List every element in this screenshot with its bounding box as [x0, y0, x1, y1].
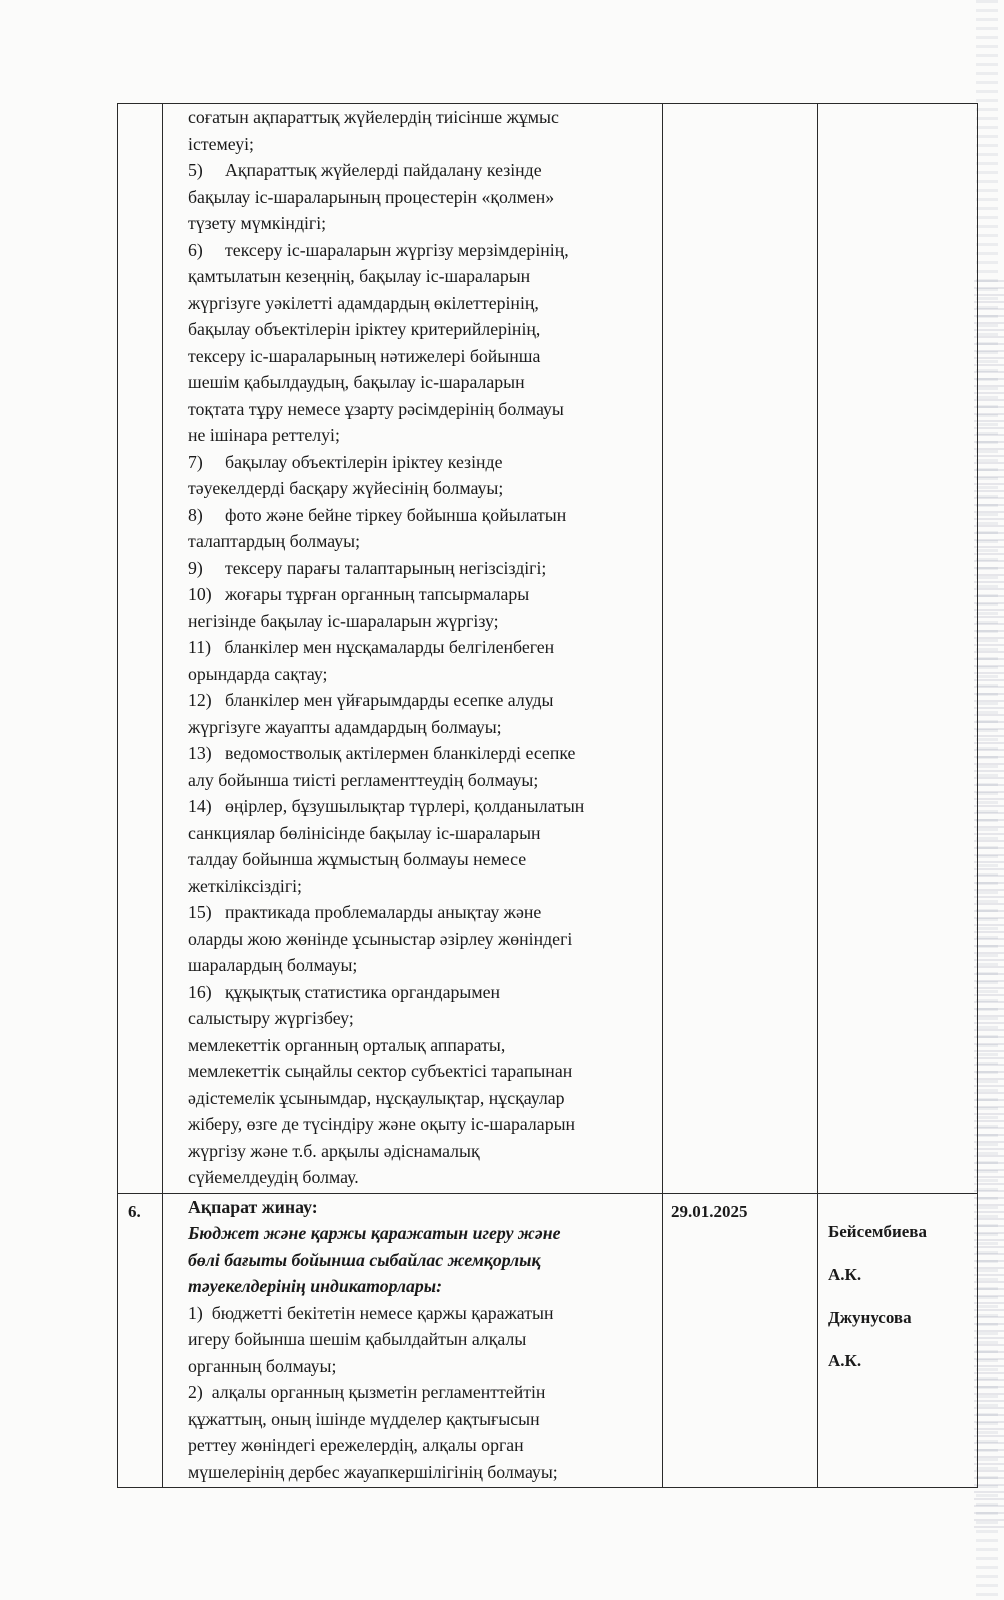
text-line: жеткіліксіздігі; [188, 875, 302, 896]
text-line: мемлекеттік органның орталық аппараты, [188, 1034, 506, 1055]
scan-edge-artifact [974, 280, 1004, 1530]
responsible-name: А.К. [828, 1264, 862, 1284]
text-line: 2) алқалы органның қызметін регламенттейтін [188, 1382, 546, 1402]
text-line: оларды жою жөнінде ұсыныстар әзірлеу жөніндегі [188, 928, 573, 949]
responsible-cell [818, 104, 978, 1194]
text-line: 13) ведомостволық актілермен бланкілерді есепке [188, 743, 576, 763]
row-number: 6. [128, 1201, 141, 1221]
text-line: істемеуі; [188, 133, 254, 154]
text-line: мемлекеттік сыңайлы сектор субъектісі тарапынан [188, 1061, 573, 1081]
text-line: игеру бойынша шешім қабылдайтын алқалы [188, 1329, 527, 1349]
text-line: мүшелерінің дербес жауапкершілігінің болмауы; [188, 1461, 558, 1482]
text-line: орындарда сақтау; [188, 663, 328, 684]
text-line: не ішінара реттелуі; [188, 425, 340, 445]
text-line: түзету мүмкіндігі; [188, 213, 327, 233]
measures-text [163, 1194, 662, 1488]
responsible-name: Бейсембиева [828, 1221, 927, 1241]
text-line: сүйемелдеудің болмау. [188, 1167, 359, 1187]
plan-table [117, 103, 978, 1488]
number-cell [118, 1193, 163, 1488]
section-heading: Ақпарат жинау: [188, 1196, 318, 1217]
text-line: жіберу, өзге де түсіндіру және оқыту іс-шараларын [188, 1114, 576, 1134]
text-line: 10) жоғары тұрған органның тапсырмалары [188, 584, 530, 604]
text-line: салыстыру жүргізбеу; [188, 1008, 354, 1028]
subheading-line: Бюджет және қаржы қаражатын игеру және [188, 1223, 561, 1243]
text-line: 5) Ақпараттық жүйелерді пайдалану кезінде [188, 160, 542, 180]
text-line: шаралардың болмауы; [188, 955, 358, 975]
text-line: органның болмауы; [188, 1355, 337, 1376]
responsible-cell [818, 1193, 978, 1488]
text-line: негізінде бақылау іс-шараларын жүргізу; [188, 610, 499, 631]
text-line: 9) тексеру парағы талаптарының негізсіздігі; [188, 557, 547, 578]
text-line: 7) бақылау объектілерін іріктеу кезінде [188, 451, 503, 472]
measures-cell [163, 104, 663, 1194]
text-line: құжаттың, оның ішінде мүдделер қақтығысын [188, 1408, 540, 1429]
text-line: әдістемелік ұсынымдар, нұсқаулықтар, нұсқаулар [188, 1087, 565, 1108]
subheading-line: бөлі бағыты бойынша сыбайлас жемқорлық [188, 1249, 541, 1270]
text-line: бақылау объектілерін іріктеу критерийлерінің, [188, 319, 541, 339]
text-line: шешім қабылдаудың, бақылау іс-шараларын [188, 372, 525, 392]
text-line: соғатын ақпараттық жүйелердің тиісінше жұмыс [188, 107, 559, 127]
text-line: талаптардың болмауы; [188, 531, 361, 551]
text-line: 1) бюджетті бекітетін немесе қаржы қаражатын [188, 1302, 554, 1323]
responsible-name: Джунусова [828, 1307, 912, 1327]
text-line: жүргізуге уәкілетті адамдардың өкілеттерінің, [188, 292, 539, 313]
text-line: бақылау іс-шараларының процестерін «қолмен» [188, 186, 555, 207]
text-line: 15) практикада проблемаларды анықтау және [188, 902, 542, 922]
text-line: тәуекелдерді басқару жүйесінің болмауы; [188, 478, 504, 498]
due-date: 29.01.2025 [671, 1201, 748, 1221]
text-line: талдау бойынша жұмыстың болмауы немесе [188, 849, 527, 869]
table-row [118, 1193, 978, 1488]
responsible-name: А.К. [828, 1350, 862, 1370]
text-line: 12) бланкілер мен үйғарымдарды есепке алуды [188, 690, 554, 710]
table-row [118, 104, 978, 1194]
indicator-list [188, 1300, 654, 1486]
text-line: жүргізуге жауапты адамдардың болмауы; [188, 716, 502, 737]
text-line: санкциялар бөлінісінде бақылау іс-шараларын [188, 822, 541, 843]
text-line: 14) өңірлер, бұзушылықтар түрлері, қолданылатын [188, 796, 585, 816]
text-line: алу бойынша тиісті регламенттеудің болмауы; [188, 769, 539, 790]
date-cell [663, 104, 818, 1194]
text-line: 11) бланкілер мен нұсқамаларды белгіленбеген [188, 637, 555, 657]
text-line: реттеу жөніндегі ережелердің, алқалы орган [188, 1435, 524, 1455]
measures-cell [163, 1193, 663, 1488]
text-line: тексеру іс-шараларының нәтижелері бойынша [188, 345, 541, 366]
text-line: қамтылатын кезеңнің, бақылау іс-шараларын [188, 266, 531, 286]
subheading-line: тәуекелдерінің индикаторлары: [188, 1276, 443, 1296]
section-subheading [188, 1220, 654, 1300]
text-line: 16) құқықтық статистика органдарымен [188, 981, 500, 1002]
text-line: 6) тексеру іс-шараларын жүргізу мерзімдерінің, [188, 239, 569, 260]
measures-text [163, 104, 662, 1193]
text-line: 8) фото және бейне тіркеу бойынша қойылатын [188, 504, 567, 525]
number-cell [118, 104, 163, 1194]
text-line: тоқтата тұру немесе ұзарту рәсімдерінің болмауы [188, 398, 564, 419]
text-line: жүргізу және т.б. арқылы әдіснамалық [188, 1140, 480, 1161]
date-cell [663, 1193, 818, 1488]
responsible-persons [818, 1194, 977, 1374]
